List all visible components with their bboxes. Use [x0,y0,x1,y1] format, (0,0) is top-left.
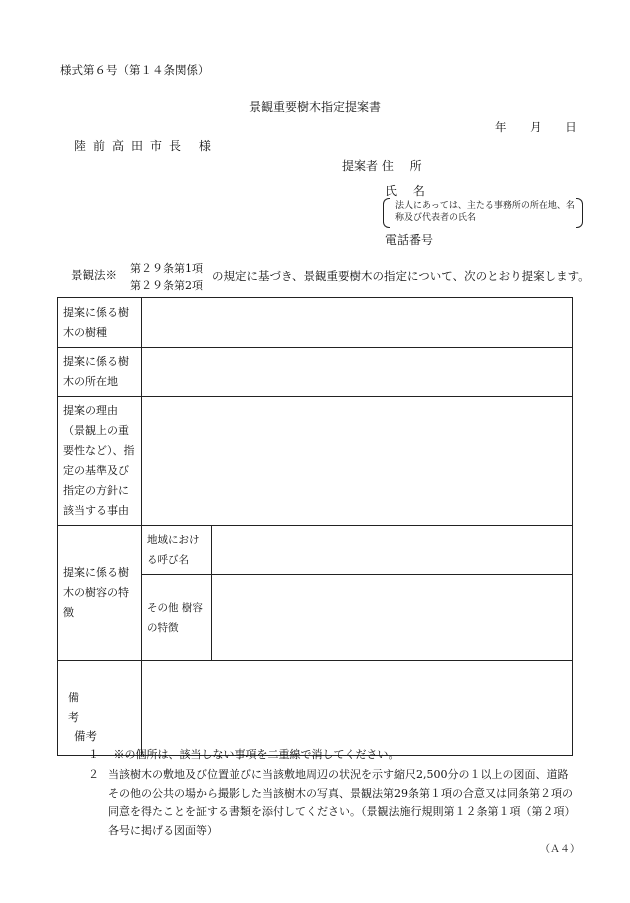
note-text: ※の個所は、該当しない事項を二重線で消してください。 [113,748,400,761]
law-name: 景観法※ [71,268,117,282]
local-name-label: 地域における呼び名 [142,526,212,575]
right-bracket [576,198,583,228]
other-features-label: その他 樹容の特徴 [142,575,212,661]
table-row [58,526,573,575]
other-features-field[interactable] [212,575,573,661]
table-row [58,298,573,348]
corporate-note-text: 法人にあっては、主たる事務所の所在地、名称及び代表者の氏名 [395,201,575,223]
note-item-1 [88,749,400,760]
proposer-name-label: 氏 名 [385,184,425,198]
location-field[interactable] [142,348,573,397]
paper-size: （Ａ４） [540,844,580,855]
table-row [58,661,573,756]
date-line: 年 月 日 [495,120,577,134]
remarks-label: 備 考 [58,661,142,756]
species-label: 提案に係る樹木の樹種 [58,298,142,348]
law-statement: の規定に基づき、景観重要樹木の指定について、次のとおり提案します。 [212,269,590,283]
note-number: ２ [88,768,99,781]
form-number: 様式第６号（第１４条関係） [60,63,210,77]
note-text: 当該樹木の敷地及び位置並びに当該敷地周辺の状況を示す縮尺2,500分の１以上の図面、道路その他の公共の場から撮影した当該樹木の写真、景観法第29条第１項の合意又は同条第２項の同意を得たことを証する書類を添付してください。（景観法施行規則第１２条第１項（第２項）各号に掲げる図面等） [108,768,576,837]
addressee: 陸前高田市長 様 [74,139,218,153]
law-article-2: 第２９条第2項 [130,279,203,292]
left-bracket [383,198,390,228]
local-name-field[interactable] [212,526,573,575]
proposal-form-table [57,297,573,756]
table-row [58,397,573,526]
location-label: 提案に係る樹木の所在地 [58,348,142,397]
reason-field[interactable] [142,397,573,526]
reason-label: 提案の理由（景観上の重要性など）、指定の基準及び指定の方針に該当する事由 [58,397,142,526]
corporate-note [383,198,583,226]
law-article-1: 第２９条第1項 [130,262,203,275]
features-label: 提案に係る樹木の樹容の特徴 [58,526,142,661]
notes-title: 備考 [74,729,97,743]
phone-label: 電話番号 [385,233,434,247]
remarks-field[interactable] [142,661,573,756]
note-item-2 [88,766,578,840]
note-number: １ [88,748,99,761]
table-row [58,348,573,397]
proposer-address-label: 提案者 住 所 [342,159,422,173]
document-title: 景観重要樹木指定提案書 [248,100,381,114]
species-field[interactable] [142,298,573,348]
